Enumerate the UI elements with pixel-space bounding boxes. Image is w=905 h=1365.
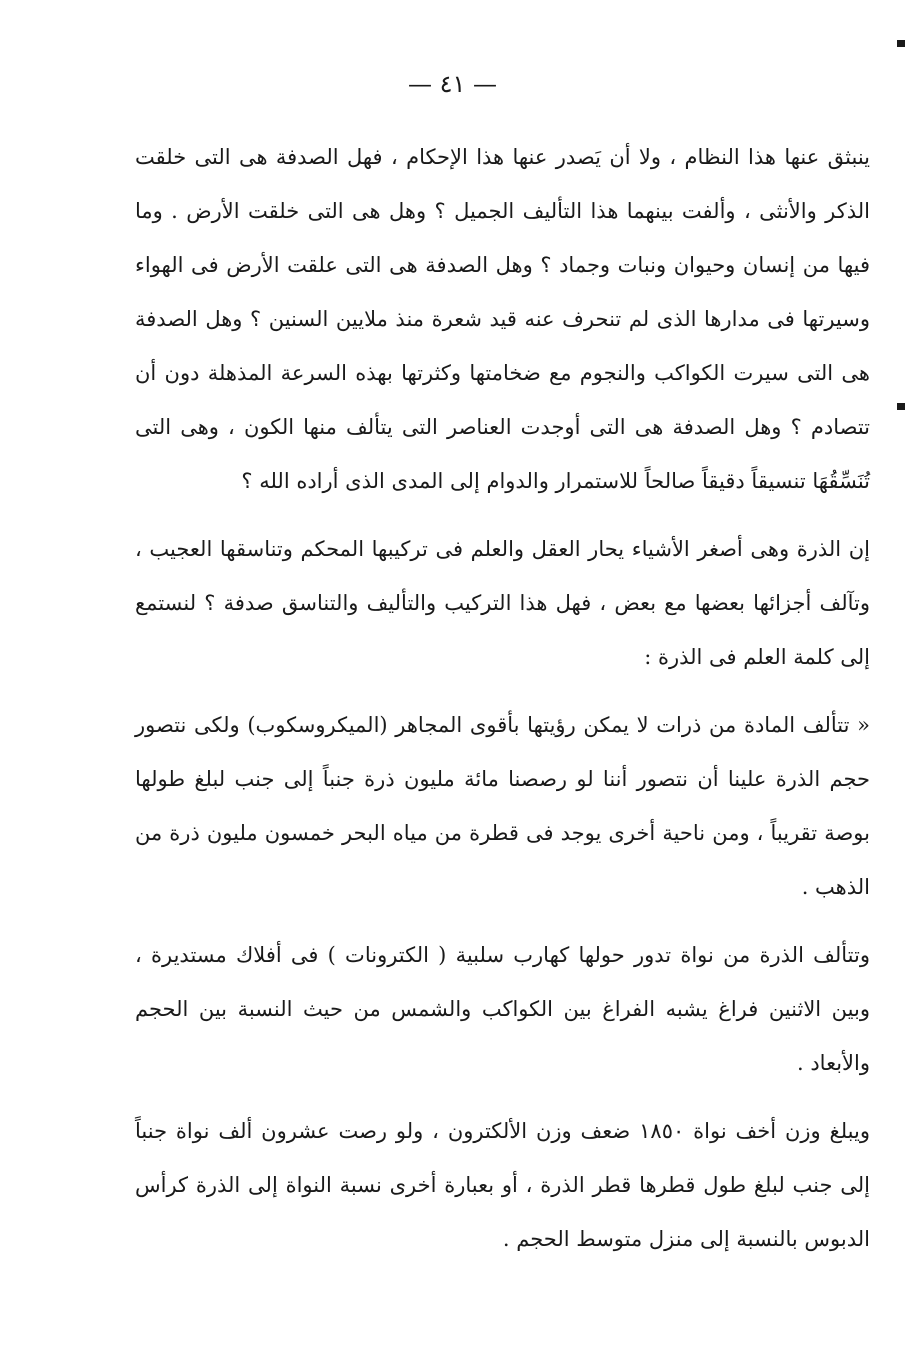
margin-mark: [897, 403, 905, 410]
paragraph: وتتألف الذرة من نواة تدور حولها كهارب سلبية ( الكترونات ) فى أفلاك مستديرة ، وبين الاثنين فراغ يشبه الفراغ بين الكواكب والشمس من حيث النسبة بين الحجم والأبعاد .: [135, 943, 870, 1075]
margin-mark: [897, 40, 905, 47]
page-number: — ٤١ —: [407, 70, 498, 98]
paragraph: إن الذرة وهى أصغر الأشياء يحار العقل والعلم فى تركيبها المحكم وتناسقها العجيب ، وتآلف أجزائها بعضها مع بعض ، فهل هذا التركيب والتأليف والتناسق صدفة ؟ لنستمع إلى كلمة العلم فى الذرة :: [135, 537, 870, 669]
paragraph: « تتألف المادة من ذرات لا يمكن رؤيتها بأقوى المجاهر (الميكروسكوب) ولكى نتصور حجم الذرة علينا أن نتصور أننا لو رصصنا مائة مليون ذرة جنباً إلى جنب لبلغ طولها بوصة تقريباً ، ومن ناحية أخرى يوجد فى قطرة من مياه البحر خمسون مليون ذرة من الذهب .: [135, 713, 870, 899]
paragraph: ويبلغ وزن أخف نواة ١٨٥٠ ضعف وزن الألكترون ، ولو رصت عشرون ألف نواة جنباً إلى جنب لبلغ طول قطرها قطر الذرة ، أو بعبارة أخرى نسبة النواة إلى الذرة كرأس الدبوس بالنسبة إلى منزل متوسط الحجم .: [135, 1119, 870, 1251]
page-body: [135, 130, 870, 1266]
paragraph: ينبثق عنها هذا النظام ، ولا أن يَصدر عنها هذا الإحكام ، فهل الصدفة هى التى خلقت الذكر والأنثى ، وألفت بينهما هذا التأليف الجميل ؟ وهل هى التى خلقت الأرض . وما فيها من إنسان وحيوان ونبات وجماد ؟ وهل الصدفة هى التى علقت الأرض فى الهواء وسيرتها فى مدارها الذى لم تنحرف عنه قيد شعرة منذ ملايين السنين ؟ وهل الصدفة هى التى سيرت الكواكب والنجوم مع ضخامتها وكثرتها بهذه السرعة المذهلة دون أن تتصادم ؟ وهل الصدفة هى التى أوجدت العناصر التى يتألف منها الكون ، وهى التى تُنَسِّقُهَا تنسيقاً دقيقاً صالحاً للاستمرار والدوام إلى المدى الذى أراده الله ؟: [135, 145, 870, 493]
